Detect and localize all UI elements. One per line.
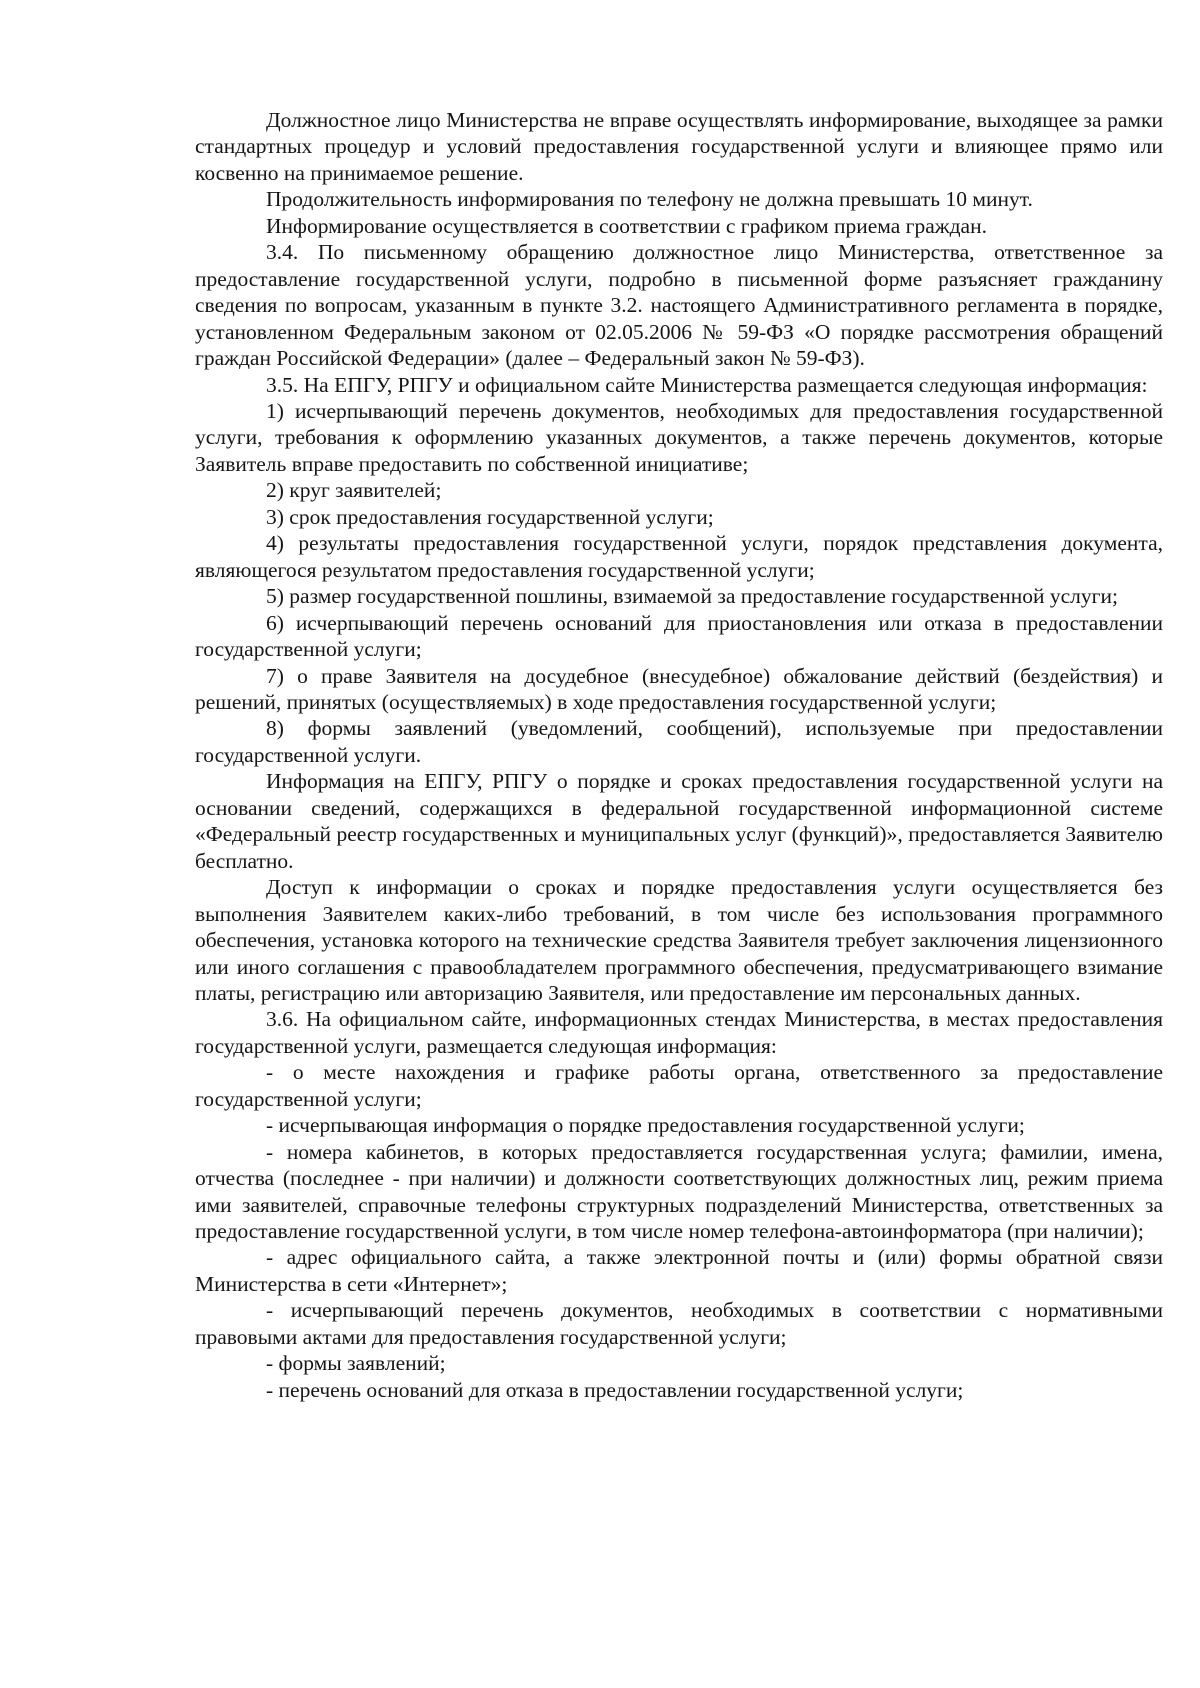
paragraph: Должностное лицо Министерства не вправе осуществлять информирование, выходящее за рамки стандартных процедур и условий предоставления государственной услуги и влияющее прямо или косвенно на принимаемое решение. xyxy=(195,108,1163,185)
paragraph: Информация на ЕПГУ, РПГУ о порядке и сроках предоставления государственной услуги на основании сведений, содержащихся в федеральной государственной информационной системе «Федеральный реестр государственных и муниципальных услуг (функций)», предоставляется Заявителю бесплатно. xyxy=(195,769,1163,873)
list-item: - формы заявлений; xyxy=(266,1351,446,1376)
list-item: - перечень оснований для отказа в предоставлении государственной услуги; xyxy=(266,1377,964,1402)
list-item: 7) о праве Заявителя на досудебное (внесудебное) обжалование действий (бездействия) и решений, принятых (осуществляемых) в ходе предоставления государственной услуги; xyxy=(195,663,1163,714)
list-item: - адрес официального сайта, а также электронной почты и (или) формы обратной связи Министерства в сети «Интернет»; xyxy=(195,1245,1163,1296)
list-item: - исчерпывающий перечень документов, необходимых в соответствии с нормативными правовыми актами для предоставления государственной услуги; xyxy=(195,1298,1163,1349)
list-item: - исчерпывающая информация о порядке предоставления государственной услуги; xyxy=(266,1113,1025,1138)
paragraph: 3.5. На ЕПГУ, РПГУ и официальном сайте Министерства размещается следующая информация: xyxy=(266,372,1148,397)
list-item: - о месте нахождения и графике работы органа, ответственного за предоставление государственной услуги; xyxy=(195,1060,1163,1111)
paragraph: 3.6. На официальном сайте, информационных стендах Министерства, в местах предоставления государственной услуги, размещается следующая информация: xyxy=(195,1007,1163,1058)
list-item: 2) круг заявителей; xyxy=(266,478,442,503)
list-item: 6) исчерпывающий перечень оснований для приостановления или отказа в предоставлении государственной услуги; xyxy=(195,610,1163,662)
paragraph: Информирование осуществляется в соответствии с графиком приема граждан. xyxy=(266,213,987,238)
list-item: 4) результаты предоставления государственной услуги, порядок представления документа, являющегося результатом предоставления государственной услуги; xyxy=(195,531,1163,582)
paragraph: Продолжительность информирования по телефону не должна превышать 10 минут. xyxy=(266,187,1033,212)
list-item: - номера кабинетов, в которых предоставляется государственная услуга; фамилии, имена, отчества (последнее - при наличии) и должности соответствующих должностных лиц, режим приема ими заявителей, справочные телефоны структурных подразделений Министерства, ответственных за предоставление государственной услуги, в том числе номер телефона-автоинформатора (при наличии); xyxy=(195,1139,1163,1244)
list-item: 3) срок предоставления государственной услуги; xyxy=(266,504,714,529)
paragraph: 3.4. По письменному обращению должностное лицо Министерства, ответственное за предоставление государственной услуги, подробно в письменной форме разъясняет гражданину сведения по вопросам, указанным в пункте 3.2. настоящего Административного регламента в порядке, установленном Федеральным законом от 02.05.2006 № 59-ФЗ «О порядке рассмотрения обращений граждан Российской Федерации» (далее – Федеральный закон № 59-ФЗ). xyxy=(195,240,1163,371)
document-body xyxy=(195,107,1163,1403)
paragraph: Доступ к информации о сроках и порядке предоставления услуги осуществляется без выполнения Заявителем каких-либо требований, в том числе без использования программного обеспечения, установка которого на технические средства Заявителя требует заключения лицензионного или иного соглашения с правообладателем программного обеспечения, предусматривающего взимание платы, регистрацию или авторизацию Заявителя, или предоставление им персональных данных. xyxy=(195,875,1163,1005)
list-item: 5) размер государственной пошлины, взимаемой за предоставление государственной услуги; xyxy=(266,584,1118,609)
list-item: 8) формы заявлений (уведомлений, сообщений), используемые при предоставлении государственной услуги. xyxy=(195,716,1163,767)
list-item: 1) исчерпывающий перечень документов, необходимых для предоставления государственной услуги, требования к оформлению указанных документов, а также перечень документов, которые Заявитель вправе предоставить по собственной инициативе; xyxy=(195,398,1163,476)
